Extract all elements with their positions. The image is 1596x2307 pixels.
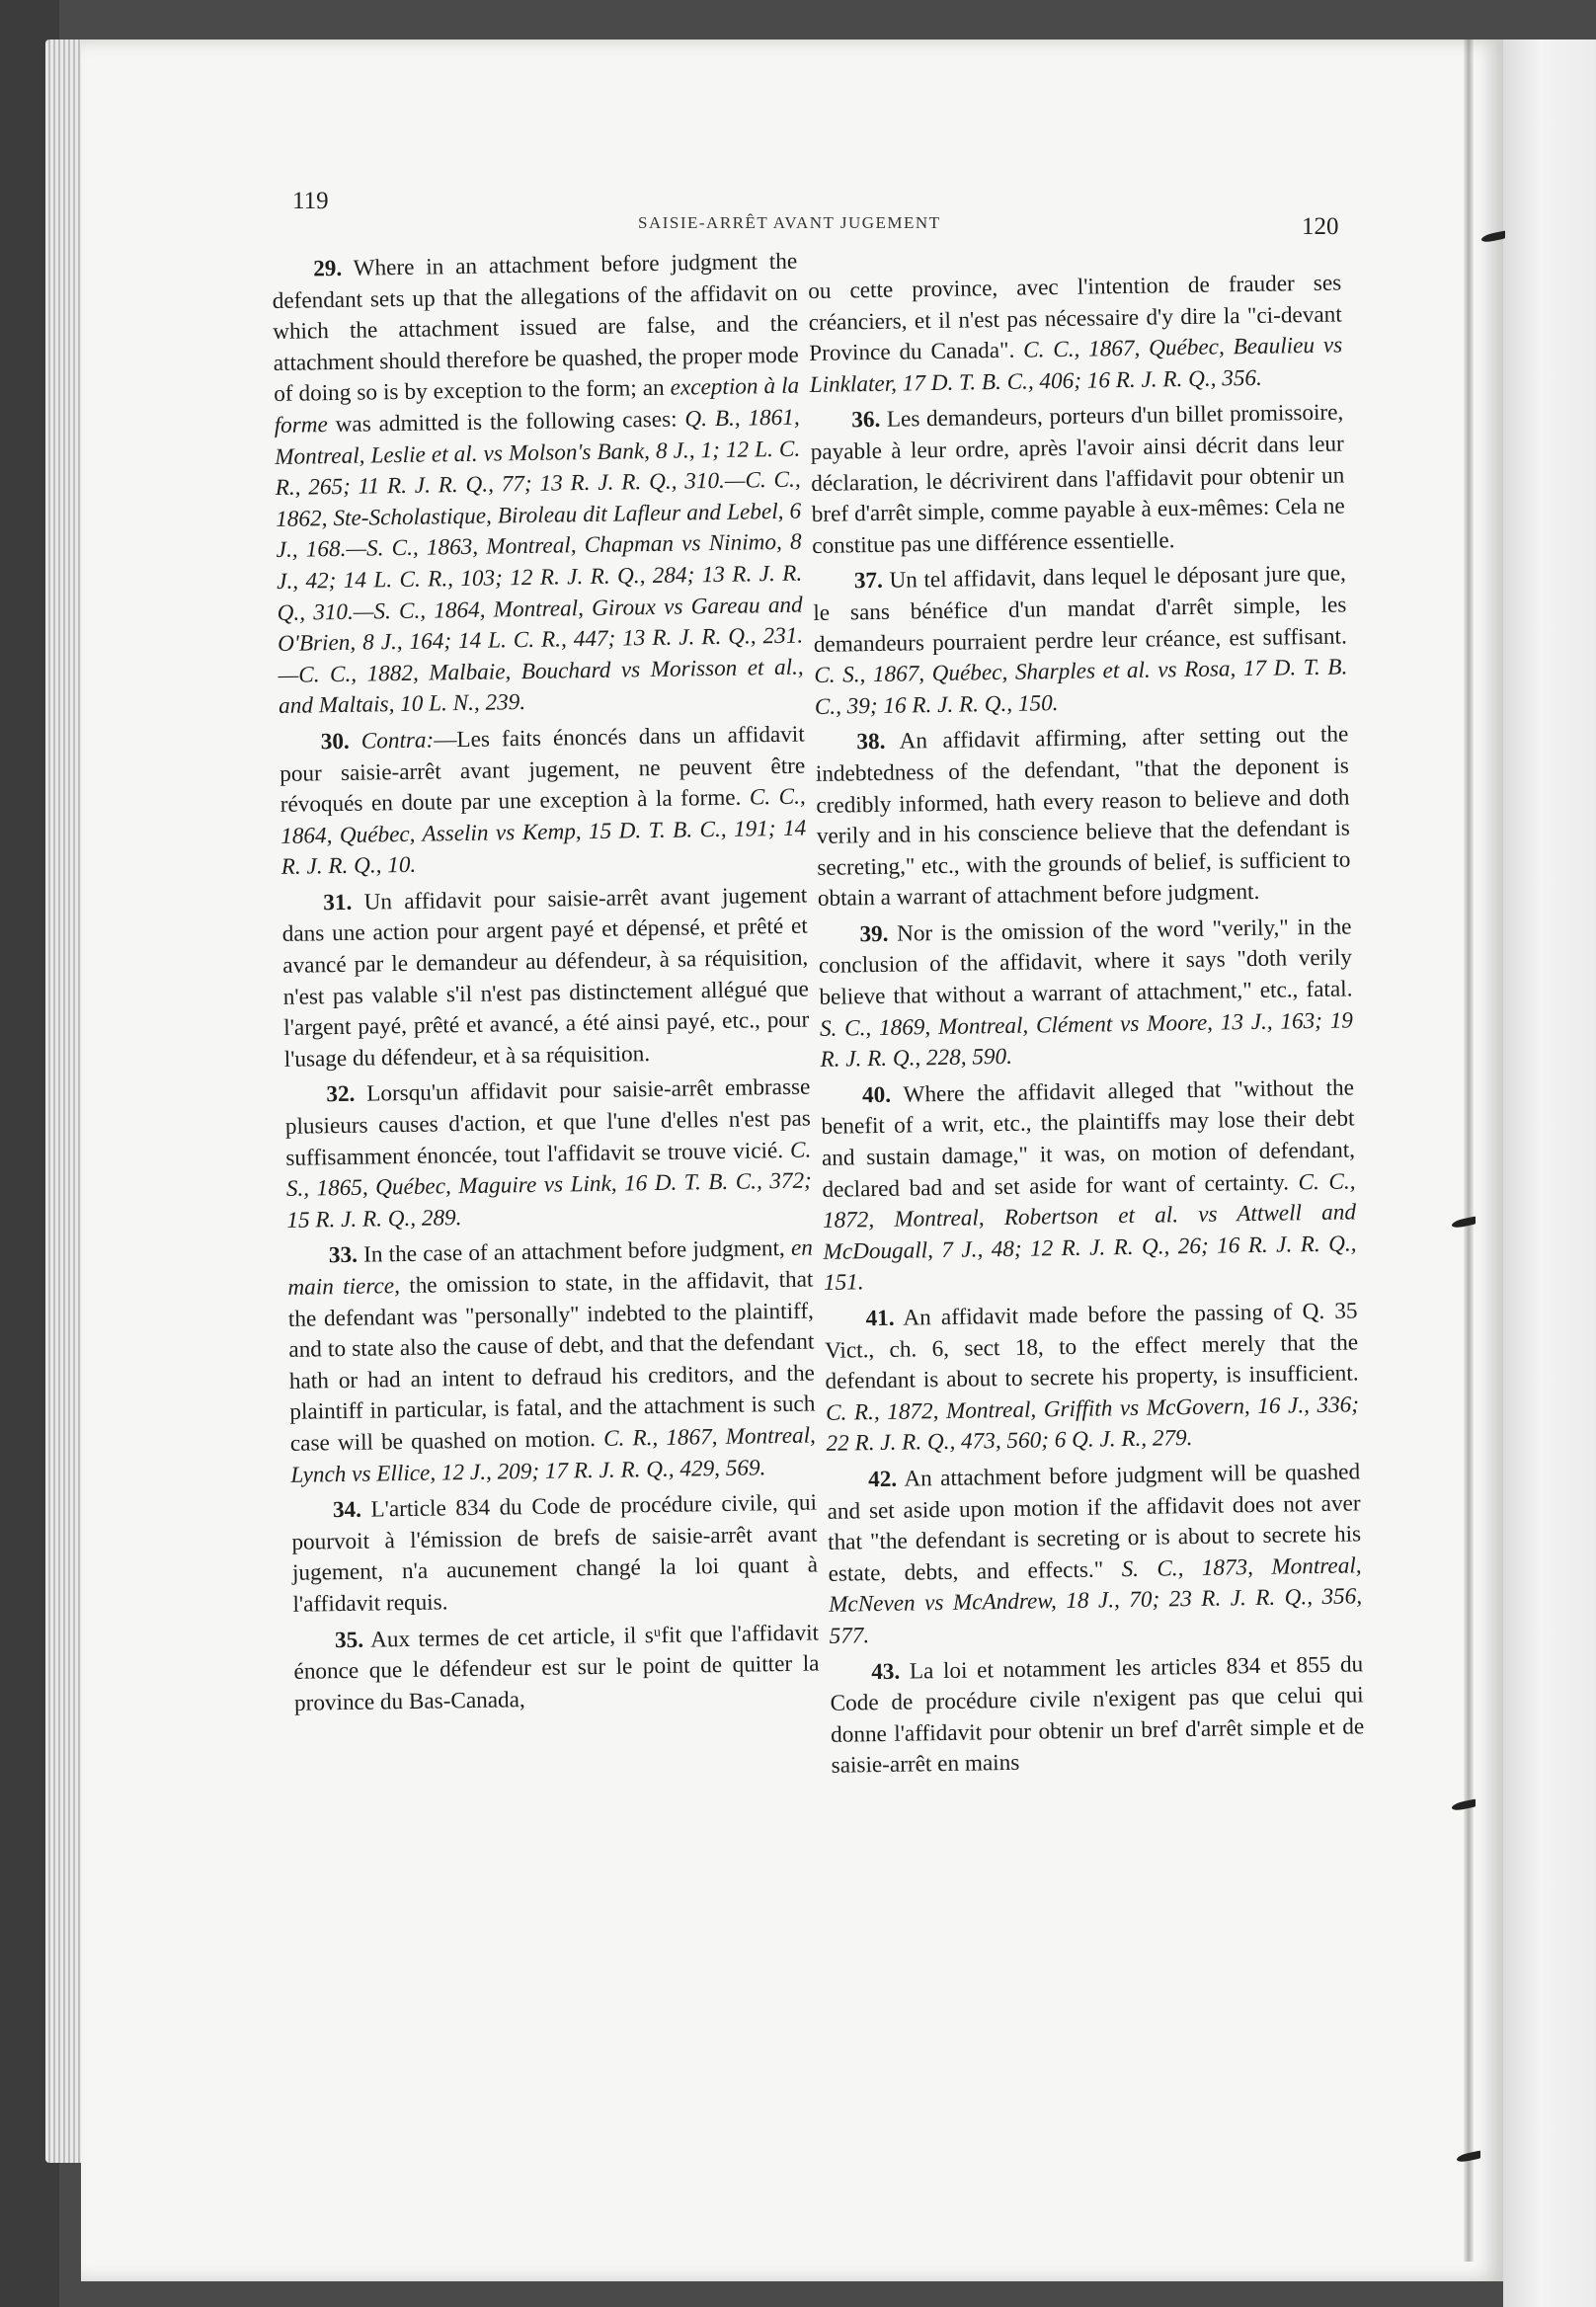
case-citation: C. R., 1867, Montreal, Lynch vs Ellice, 12 J., 209; 17 R. J. R. Q., 429, 569. [290, 1422, 817, 1488]
case-citation: C. C., 1867, Québec, Beaulieu vs Linklater, 17 D. T. B. C., 406; 16 R. J. R. Q., 356. [809, 332, 1343, 398]
paragraph-number: 33. [328, 1242, 359, 1269]
case-citation: C. S., 1865, Québec, Maguire vs Link, 16 D. T. B. C., 372; 15 R. J. R. Q., 289. [285, 1137, 813, 1233]
case-citation: C. C., 1872, Montreal, Robertson et al. vs Attwell and McDougall, 7 J., 48; 12 R. J. R. Q., 26; 16 R. J. R. Q., 151. [822, 1168, 1357, 1297]
right-page-number: 120 [1302, 213, 1339, 240]
paragraph [824, 1296, 1359, 1460]
paragraph-text: La loi et notamment les articles 834 et 855 du Code de procédure civile n'exigent pas que celui qui donne l'affidavit pour obtenir un bref d'arrêt simple et de saisie-arrêt en mains [830, 1650, 1365, 1780]
paragraph [821, 1073, 1357, 1300]
paragraph-number: 37. [853, 568, 884, 595]
case-citation: S. C., 1873, Montreal, McNeven vs McAndrew, 18 J., 70; 23 R. J. R. Q., 356, 577. [828, 1552, 1363, 1649]
paragraph-text: —Les faits énoncés dans un affidavit pour saisie-arrêt avant jugement, ne peuvent être révoqués en doute par une exception à la forme. [279, 721, 806, 819]
paragraph [818, 912, 1353, 1075]
paragraph-text: Where in an attachment before judgment the defendant sets up that the allegations of the affidavit on which the attachment issued are false, and the attachment should therefore be quashed, the proper mode of doing so is by exception to the form; an [272, 248, 799, 408]
paragraph [284, 1073, 812, 1236]
case-citation: C. C., 1864, Québec, Asselin vs Kemp, 15 D. T. B. C., 191; 14 R. J. R. Q., 10. [280, 783, 807, 881]
paragraph [287, 1233, 817, 1491]
paragraph-text: was admitted is the following cases: [327, 406, 685, 438]
paragraph-number: 35. [334, 1627, 364, 1653]
right-text-column [808, 269, 1365, 1788]
paragraph [815, 720, 1351, 915]
paragraph-number: 29. [313, 255, 343, 282]
paragraph [279, 719, 807, 883]
paragraph-text: Nor is the omission of the word "verily," in the conclusion of the affidavit, where it says "doth verily believe that without a warrant of attachment," etc., fatal. [818, 914, 1353, 1010]
case-citation: C. S., 1867, Québec, Sharples et al. vs Rosa, 17 D. T. B. C., 39; 16 R. J. R. Q., 150. [814, 654, 1348, 720]
paragraph-emphasis: en main tierce, [287, 1234, 814, 1301]
paragraph-text: ou cette province, avec l'intention de frauder ses créanciers, et il n'est pas nécessaire d'y dire la "ci-devant Province du Canada". [808, 270, 1342, 367]
paragraph [830, 1649, 1365, 1783]
paragraph [827, 1457, 1363, 1652]
paragraph-number: 32. [326, 1081, 356, 1108]
paragraph-number: 31. [323, 889, 353, 916]
paragraph-text: In the case of an attachment before judgment, [362, 1235, 792, 1269]
running-title: SAISIE-ARRÊT AVANT JUGEMENT [638, 213, 941, 232]
paragraph-number: 40. [861, 1081, 892, 1109]
paragraph-text: the omission to state, in the affidavit, that the defendant was "personally" indebted to the plaintiff, and to state also the cause of debt, and that the defendant hath or had an intent to defraud his creditors, and the plaintiff in particular, is fatal, and the attachment is such case will be quashed on motion. [287, 1266, 816, 1457]
paragraph-text: An attachment before judgment will be quashed and set aside upon motion if the affidavit does not aver that "the defendant is secreting or is about to secrete his estate, debts, and effects." [827, 1459, 1362, 1587]
adjacent-page-strip [1503, 40, 1596, 2307]
paragraph-text: Lorsqu'un affidavit pour saisie-arrêt embrasse plusieurs causes d'action, et que l'une d'elles n'est pas suffisamment énoncée, tout l'affidavit se trouve vicié. [284, 1074, 812, 1171]
paragraph-emphasis: exception à la forme [274, 373, 800, 438]
paragraph [291, 1488, 819, 1622]
paragraph-number: 41. [865, 1305, 895, 1332]
paragraph [813, 559, 1348, 723]
case-citation: C. R., 1872, Montreal, Griffith vs McGovern, 16 J., 336; 22 R. J. R. Q., 473, 560; 6 Q. J. R., 279. [825, 1392, 1360, 1458]
paragraph [808, 269, 1343, 402]
page-fold-shadow [1464, 40, 1474, 2262]
left-page-number: 119 [292, 188, 329, 214]
paragraph-text: L'article 834 du Code de procédure civile, qui pourvoit à l'émission de brefs de saisie-arrêt avant jugement, n'a aucunement changé la loi quant à l'affidavit requis. [291, 1489, 819, 1618]
left-text-column [272, 247, 820, 1724]
paragraph-number: 38. [856, 729, 886, 756]
paragraph-text: Les demandeurs, porteurs d'un billet promissoire, payable à leur ordre, après l'avoir ainsi décrit dans leur déclaration, le décrivirent dans l'affidavit pour obtenir un bref d'arrêt simple, comme payable à eux-mêmes: Cela ne constitue pas une différence essentielle. [810, 399, 1345, 559]
paragraph-number: 36. [851, 407, 881, 434]
paragraph-emphasis: Contra: [360, 727, 435, 755]
paragraph [810, 398, 1345, 562]
paragraph-number: 30. [320, 728, 350, 756]
paragraph-number: 39. [859, 920, 889, 948]
paragraph-number: 43. [870, 1658, 901, 1685]
paragraph-text: An affidavit made before the passing of Q. 35 Vict., ch. 6, sect 18, to the effect merely that the defendant is about to secrete his property, is insufficient. [824, 1298, 1359, 1395]
paragraph-text: Un tel affidavit, dans lequel le déposant jure que, le sans bénéfice d'un mandat d'arrêt simple, les demandeurs pourraient perdre leur créance, est suffisant. [813, 560, 1347, 658]
paragraph-text: Where the affidavit alleged that "without the benefit of a writ, etc., the plaintiffs may lose their debt and sustain damage," it was, on motion of defendant, declared bad and set aside for want of certainty. [821, 1074, 1356, 1203]
paragraph-text: Un affidavit pour saisie-arrêt avant jugement dans une action pour argent payé et dépensé, et prêté et avancé par le demandeur au défendeur, à sa réquisition, n'est pas valable s'il n'est pas distinctement allégué que l'argent payé, prêté et avancé, a été ainsi payé, etc., pour l'usage du défendeur, et à sa réquisition. [281, 882, 810, 1073]
paragraph-number: 34. [332, 1496, 362, 1524]
case-citation: Q. B., 1861, Montreal, Leslie et al. vs Molson's Bank, 8 J., 1; 12 L. C. R., 265; 11 R. J. R. Q., 77; 13 R. J. R. Q., 310.—C. C., 1862, Ste-Scholastique, Biroleau dit Lafleur and Lebel, 6 J., 168.—S. C., 1863, Montreal, Chapman vs Ninimo, 8 J., 42; 14 L. C. R., 103; 12 R. J. R. Q., 284; 13 R. J. R. Q., 310.—S. C., 1864, Montreal, Giroux vs Gareau and O'Brien, 8 J., 164; 14 L. C. R., 447; 13 R. J. R. Q., 231. —C. C., 1882, Malbaie, Bouchard vs Morisson et al., and Maltais, 10 L. N., 239. [275, 404, 804, 720]
paragraph-number: 42. [867, 1466, 898, 1493]
case-citation: S. C., 1869, Montreal, Clément vs Moore, 13 J., 163; 19 R. J. R. Q., 228, 590. [819, 1007, 1354, 1074]
paragraph-text: Aux termes de cet article, il sᵘfit que l'affidavit énonce que le défendeur est sur le point de quitter la province du Bas-Canada, [293, 1620, 820, 1716]
paragraph-text: An affidavit affirming, after setting out the indebtedness of the defendant, "that the deponent is credibly informed, hath every reason to believe and doth verily and in his conscience believe that the defendant is secreting," etc., with the grounds of belief, is sufficient to obtain a warrant of attachment before judgment. [815, 721, 1351, 913]
paragraph [293, 1618, 820, 1719]
paragraph [272, 247, 804, 723]
book-page-edges [45, 40, 85, 2163]
paragraph [281, 880, 810, 1075]
